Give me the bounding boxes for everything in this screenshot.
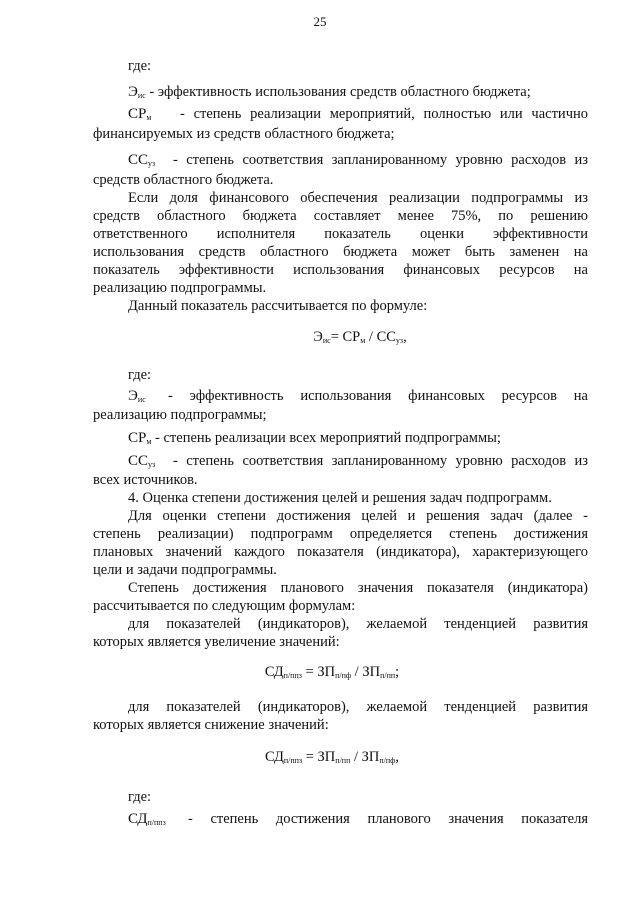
def-sr-all: $СР_м$ - степень реализации всех мероприятий подпрограммы;: [128, 430, 501, 446]
para1-line: средств областного бюджета составляет менее 75%, по решению: [93, 208, 588, 224]
page-number: 25: [313, 14, 327, 29]
para6-line: которых является снижение значений:: [93, 717, 329, 733]
para1-line: ответственного исполнителя показатель оценки эффективности: [93, 226, 588, 242]
para4-line: рассчитывается по следующим формулам:: [93, 598, 356, 614]
def-ss-all-cont: всех источников.: [93, 472, 198, 488]
where-label-3: где:: [128, 789, 152, 805]
para3-line: Для оценки степени достижения целей и решения задач (далее -: [128, 508, 588, 524]
para4-line: Степень достижения планового значения показателя (индикатора): [128, 580, 588, 596]
section-4-heading: 4. Оценка степени достижения целей и решения задач подпрограмм.: [128, 490, 552, 506]
para3-line: плановых значений каждого показателя (индикатора), характеризующего: [93, 544, 588, 560]
def-e-finance: $Э_{ис}$ - эффективность использования финансовых ресурсов на: [128, 388, 588, 404]
def-ss-budget: $СС_{уз}$ - степень соответствия запланированному уровню расходов из: [128, 152, 588, 168]
para1-line: реализацию подпрограммы.: [93, 280, 267, 296]
para1-line: Если доля финансового обеспечения реализации подпрограммы из: [128, 190, 588, 206]
para1-line: показатель эффективности использования финансовых ресурсов на: [93, 262, 588, 278]
def-sd: $СД_{п/ппз}$ - степень достижения планового значения показателя: [128, 811, 588, 827]
where-label-2: где:: [128, 367, 152, 383]
para3-line: цели и задачи подпрограммы.: [93, 562, 277, 578]
formula-increase: $СД_{п/ппз} = ЗП_{п/пф} / ЗП_{п/пп}$;: [264, 664, 400, 680]
where-label-1: где:: [128, 58, 152, 74]
def-e-budget: $Э_{ис}$ - эффективность использования средств областного бюджета;: [128, 84, 531, 100]
para5-line: для показателей (индикаторов), желаемой тенденцией развития: [128, 616, 588, 632]
def-ss-cont: средств областного бюджета.: [93, 172, 274, 188]
formula-efficiency: $Э_{ис}= СР_м / СС_{уз}$,: [313, 329, 407, 345]
para2: Данный показатель рассчитывается по формуле:: [128, 298, 428, 314]
para6-line: для показателей (индикаторов), желаемой тенденцией развития: [128, 699, 588, 715]
def-sr-cont: финансируемых из средств областного бюджета;: [93, 126, 395, 142]
symbol-e: Э: [128, 84, 138, 100]
def-e-cont: реализацию подпрограммы;: [93, 407, 267, 423]
def-sr-budget: $СР_м$ - степень реализации мероприятий, полностью или частично: [128, 106, 588, 122]
para3-line: степень реализации) подпрограмм определяется степень достижения: [93, 526, 588, 542]
def-ss-all: $СС_{уз}$ - степень соответствия запланированному уровню расходов из: [128, 453, 588, 469]
para1-line: использования средств областного бюджета может быть заменен на: [93, 244, 588, 260]
formula-decrease: $СД_{п/ппз} = ЗП_{п/пп} / ЗП_{п/пф}$,: [265, 749, 399, 765]
para5-line: которых является увеличение значений:: [93, 634, 340, 650]
